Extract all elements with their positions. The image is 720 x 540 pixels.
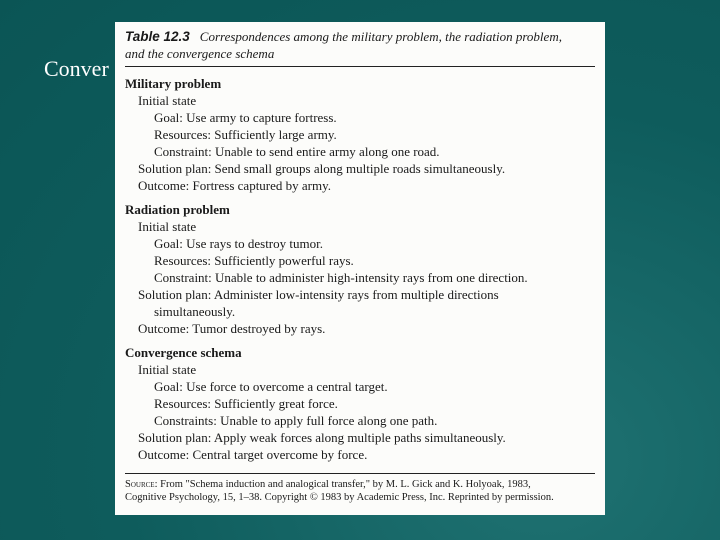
table-line: Initial state [138, 219, 197, 234]
table-line: Outcome: Central target overcome by force. [138, 447, 368, 462]
scanned-table-image [115, 22, 605, 515]
slide-title: Conver [44, 56, 109, 81]
table-line: Resources: Sufficiently great force. [154, 396, 338, 411]
table-line: Constraint: Unable to administer high-intensity rays from one direction. [154, 270, 528, 285]
divider [125, 66, 595, 67]
table-line: Constraint: Unable to send entire army along one road. [154, 144, 440, 159]
source-line: Cognitive Psychology, 15, 1–38. Copyright © 1983 by Academic Press, Inc. Reprinted by permission. [125, 492, 554, 503]
table-line: Solution plan: Administer low-intensity rays from multiple directions [138, 287, 499, 302]
table-line: Goal: Use force to overcome a central target. [154, 379, 388, 394]
table-line: Solution plan: Apply weak forces along multiple paths simultaneously. [138, 430, 506, 445]
table-label: Table 12.3 [125, 29, 190, 44]
table-line: Resources: Sufficiently large army. [154, 127, 337, 142]
section-heading: Military problem [125, 76, 222, 91]
source-line: From "Schema induction and analogical transfer," by M. L. Gick and K. Holyoak, 1983, [160, 479, 531, 490]
source-note [125, 478, 595, 491]
section-heading: Radiation problem [125, 202, 230, 217]
caption-line: Correspondences among the military problem, the radiation problem, [199, 29, 562, 44]
table-body [125, 75, 595, 463]
table-line: Constraints: Unable to apply full force along one path. [154, 413, 438, 428]
source-label: Source: [125, 479, 158, 490]
table-line: Initial state [138, 93, 197, 108]
table-line: Goal: Use army to capture fortress. [154, 110, 337, 125]
table-line: Goal: Use rays to destroy tumor. [154, 236, 323, 251]
table-line: Resources: Sufficiently powerful rays. [154, 253, 354, 268]
table-line: Outcome: Tumor destroyed by rays. [138, 321, 326, 336]
table-line: simultaneously. [154, 304, 236, 319]
table-line: Outcome: Fortress captured by army. [138, 178, 332, 193]
table-line: Initial state [138, 362, 197, 377]
table-caption [125, 28, 595, 45]
divider [125, 473, 595, 474]
table-line: Solution plan: Send small groups along multiple roads simultaneously. [138, 161, 506, 176]
caption-line: and the convergence schema [125, 46, 275, 61]
section-heading: Convergence schema [125, 345, 242, 360]
